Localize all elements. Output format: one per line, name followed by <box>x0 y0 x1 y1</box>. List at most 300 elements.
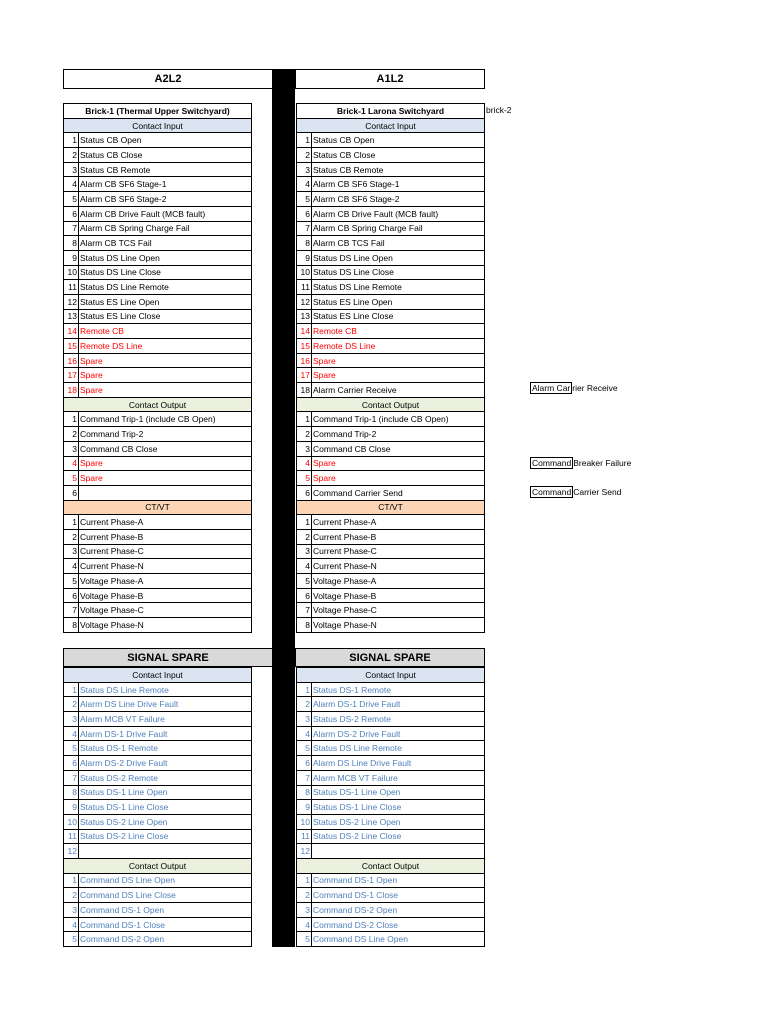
signal-number: 7 <box>297 603 312 618</box>
signal-row <box>297 441 485 456</box>
signal-number: 7 <box>297 221 312 236</box>
signal-row <box>64 177 252 192</box>
signal-row <box>64 726 252 741</box>
section-header-row <box>297 500 485 515</box>
signal-label: Status DS-2 Line Open <box>79 814 252 829</box>
side-note-carrier-receive <box>530 383 618 393</box>
signal-label: Command Trip-1 (include CB Open) <box>312 412 485 427</box>
signal-label: Alarm CB SF6 Stage-2 <box>79 192 252 207</box>
signal-label: Status ES Line Close <box>79 309 252 324</box>
signal-number: 8 <box>64 618 79 633</box>
signal-row <box>64 250 252 265</box>
signal-label: Voltage Phase-B <box>312 588 485 603</box>
signal-label: Status CB Open <box>79 133 252 148</box>
signal-row <box>64 412 252 427</box>
signal-label: Remote DS Line <box>312 339 485 354</box>
side-note-cell: Alarm Car <box>532 383 571 393</box>
signal-row <box>297 917 485 932</box>
signal-label: Status DS-1 Line Open <box>312 785 485 800</box>
section-header: Contact Input <box>64 668 252 683</box>
signal-row <box>64 515 252 530</box>
signal-row <box>64 309 252 324</box>
signal-number: 2 <box>297 427 312 442</box>
signal-row <box>297 741 485 756</box>
signal-label: Status DS-2 Remote <box>312 712 485 727</box>
signal-row <box>297 456 485 471</box>
signal-label: Remote CB <box>79 324 252 339</box>
signal-label: Voltage Phase-N <box>312 618 485 633</box>
signal-row <box>64 800 252 815</box>
brick-title: Brick-1 Larona Switchyard <box>297 104 485 119</box>
signal-number: 15 <box>297 339 312 354</box>
signal-number: 15 <box>64 339 79 354</box>
signal-row <box>64 368 252 383</box>
signal-row <box>64 265 252 280</box>
signal-label: Command DS Line Open <box>312 932 485 947</box>
signal-row <box>64 932 252 947</box>
signal-row <box>64 618 252 633</box>
signal-label: Spare <box>79 353 252 368</box>
signal-row <box>297 903 485 918</box>
section-header: Contact Output <box>297 858 485 873</box>
signal-number: 2 <box>64 148 79 163</box>
brick-2-label: brick-2 <box>486 105 512 115</box>
signal-label: Status DS-1 Remote <box>312 682 485 697</box>
section-header: Contact Output <box>64 397 252 412</box>
signal-number: 4 <box>64 177 79 192</box>
signal-row <box>297 529 485 544</box>
signal-row <box>64 339 252 354</box>
signal-number: 3 <box>297 162 312 177</box>
signal-number: 8 <box>297 785 312 800</box>
signal-row <box>64 383 252 398</box>
signal-number: 3 <box>64 441 79 456</box>
signal-row <box>297 873 485 888</box>
column-divider <box>272 69 295 947</box>
signal-row <box>297 726 485 741</box>
signal-number: 2 <box>297 888 312 903</box>
signal-number: 6 <box>297 756 312 771</box>
signal-row <box>64 294 252 309</box>
signal-label: Voltage Phase-C <box>79 603 252 618</box>
signal-number: 2 <box>64 888 79 903</box>
signal-row <box>297 309 485 324</box>
signal-label: Status DS-1 Line Open <box>79 785 252 800</box>
signal-row <box>297 515 485 530</box>
signal-label: Command DS Line Close <box>79 888 252 903</box>
signal-row <box>297 192 485 207</box>
signal-label: Command Trip-1 (include CB Open) <box>79 412 252 427</box>
signal-number: 14 <box>64 324 79 339</box>
signal-row <box>297 603 485 618</box>
signal-row <box>297 544 485 559</box>
signal-label: Spare <box>312 353 485 368</box>
signal-number: 5 <box>64 471 79 486</box>
section-header-row <box>297 668 485 683</box>
signal-label: Command Carrier Send <box>312 485 485 500</box>
section-header: Contact Input <box>297 668 485 683</box>
signal-number: 5 <box>297 932 312 947</box>
signal-number: 6 <box>297 588 312 603</box>
signal-label: Status CB Remote <box>79 162 252 177</box>
signal-row <box>64 353 252 368</box>
signal-label: Command CB Close <box>79 441 252 456</box>
signal-number: 7 <box>64 603 79 618</box>
side-note-cell: Command <box>532 487 572 497</box>
signal-label: Spare <box>312 456 485 471</box>
signal-number: 2 <box>297 148 312 163</box>
signal-number: 4 <box>297 456 312 471</box>
signal-row <box>64 712 252 727</box>
signal-row <box>297 485 485 500</box>
signal-label: Status DS Line Close <box>312 265 485 280</box>
signal-label: Command Trip-2 <box>312 427 485 442</box>
signal-row <box>297 770 485 785</box>
signal-number: 3 <box>297 441 312 456</box>
side-note-breaker-failure <box>530 458 631 468</box>
signal-number: 17 <box>64 368 79 383</box>
signal-row <box>297 888 485 903</box>
signal-label: Spare <box>79 383 252 398</box>
signal-label: Voltage Phase-A <box>312 574 485 589</box>
signal-number: 3 <box>297 712 312 727</box>
signal-row <box>297 697 485 712</box>
signal-number: 1 <box>297 682 312 697</box>
signal-label: Status DS Line Remote <box>79 280 252 295</box>
signal-row <box>64 485 252 500</box>
signal-number: 7 <box>64 221 79 236</box>
signal-number: 1 <box>297 515 312 530</box>
signal-number: 9 <box>64 800 79 815</box>
signal-row <box>297 383 485 398</box>
signal-label: Alarm DS Line Drive Fault <box>79 697 252 712</box>
signal-number: 8 <box>64 236 79 251</box>
signal-row <box>297 471 485 486</box>
signal-label: Command DS-2 Open <box>79 932 252 947</box>
signal-number: 16 <box>64 353 79 368</box>
signal-row <box>64 588 252 603</box>
signal-row <box>64 844 252 859</box>
signal-number: 8 <box>297 236 312 251</box>
signal-label: Alarm CB Drive Fault (MCB fault) <box>79 206 252 221</box>
signal-number: 3 <box>64 903 79 918</box>
signal-row <box>64 529 252 544</box>
signal-row <box>297 177 485 192</box>
signal-row <box>64 162 252 177</box>
signal-row <box>64 133 252 148</box>
signal-label: Alarm CB Spring Charge Fail <box>79 221 252 236</box>
signal-label: Command Trip-2 <box>79 427 252 442</box>
signal-label <box>79 485 252 500</box>
signal-label: Status DS-1 Remote <box>79 741 252 756</box>
signal-label: Status DS Line Open <box>79 250 252 265</box>
signal-number: 13 <box>297 309 312 324</box>
right-panel-title: A1L2 <box>295 69 485 89</box>
signal-row <box>297 756 485 771</box>
section-header: CT/VT <box>64 500 252 515</box>
left-panel-title: A2L2 <box>63 69 273 89</box>
signal-row <box>297 814 485 829</box>
signal-row <box>297 339 485 354</box>
signal-label: Current Phase-A <box>79 515 252 530</box>
signal-label: Alarm DS-2 Drive Fault <box>312 726 485 741</box>
signal-row <box>297 844 485 859</box>
signal-number: 5 <box>64 741 79 756</box>
signal-number: 12 <box>64 844 79 859</box>
signal-row <box>64 785 252 800</box>
signal-number: 6 <box>297 206 312 221</box>
signal-row <box>297 294 485 309</box>
signal-row <box>297 250 485 265</box>
signal-label: Voltage Phase-A <box>79 574 252 589</box>
signal-label: Status CB Close <box>79 148 252 163</box>
signal-row <box>64 603 252 618</box>
signal-number: 1 <box>297 873 312 888</box>
signal-number: 5 <box>297 741 312 756</box>
signal-number: 1 <box>64 412 79 427</box>
signal-number: 8 <box>297 618 312 633</box>
signal-label: Alarm CB SF6 Stage-1 <box>312 177 485 192</box>
signal-label: Status DS-2 Line Close <box>79 829 252 844</box>
signal-row <box>64 221 252 236</box>
signal-number: 9 <box>64 250 79 265</box>
signal-row <box>297 829 485 844</box>
signal-row <box>64 756 252 771</box>
signal-number: 6 <box>297 485 312 500</box>
signal-label: Alarm CB Drive Fault (MCB fault) <box>312 206 485 221</box>
signal-row <box>64 206 252 221</box>
signal-number: 10 <box>64 265 79 280</box>
signal-row <box>297 574 485 589</box>
signal-row <box>297 280 485 295</box>
signal-row <box>64 814 252 829</box>
signal-label: Status DS-2 Line Open <box>312 814 485 829</box>
signal-row <box>297 682 485 697</box>
signal-number: 10 <box>297 265 312 280</box>
signal-label: Command DS-2 Close <box>312 917 485 932</box>
signal-row <box>297 236 485 251</box>
signal-row <box>297 265 485 280</box>
signal-label: Current Phase-B <box>79 529 252 544</box>
signal-row <box>297 324 485 339</box>
signal-label: Current Phase-N <box>79 559 252 574</box>
signal-row <box>64 888 252 903</box>
section-header-row <box>64 858 252 873</box>
signal-row <box>64 280 252 295</box>
left-signal-table <box>63 103 252 633</box>
section-header: Contact Input <box>297 118 485 133</box>
signal-number: 3 <box>64 544 79 559</box>
signal-label: Status ES Line Open <box>79 294 252 309</box>
right-spare-table <box>296 667 485 947</box>
signal-label: Status DS Line Open <box>312 250 485 265</box>
signal-number: 4 <box>64 726 79 741</box>
signal-number: 2 <box>64 697 79 712</box>
signal-label: Alarm MCB VT Failure <box>79 712 252 727</box>
signal-number: 4 <box>64 559 79 574</box>
signal-number: 5 <box>64 192 79 207</box>
signal-number: 1 <box>297 412 312 427</box>
section-header: Contact Output <box>64 858 252 873</box>
section-header-row <box>297 858 485 873</box>
signal-row <box>297 800 485 815</box>
signal-label: Current Phase-C <box>312 544 485 559</box>
signal-label: Command DS-1 Close <box>312 888 485 903</box>
signal-label: Alarm DS-1 Drive Fault <box>79 726 252 741</box>
signal-row <box>64 441 252 456</box>
signal-label: Command DS Line Open <box>79 873 252 888</box>
signal-label: Spare <box>79 456 252 471</box>
signal-row <box>297 785 485 800</box>
right-signal-spare-title: SIGNAL SPARE <box>295 648 485 667</box>
signal-row <box>297 412 485 427</box>
signal-label: Alarm CB SF6 Stage-2 <box>312 192 485 207</box>
signal-row <box>64 770 252 785</box>
signal-label: Spare <box>79 368 252 383</box>
signal-row <box>64 427 252 442</box>
signal-label: Status DS-1 Line Close <box>79 800 252 815</box>
signal-row <box>64 697 252 712</box>
signal-row <box>64 829 252 844</box>
signal-number: 1 <box>64 133 79 148</box>
signal-label: Alarm DS Line Drive Fault <box>312 756 485 771</box>
signal-number: 5 <box>297 574 312 589</box>
signal-number: 6 <box>64 206 79 221</box>
signal-row <box>297 588 485 603</box>
signal-row <box>64 873 252 888</box>
side-note-text: Carrier Send <box>573 487 622 497</box>
signal-label: Status DS-2 Line Close <box>312 829 485 844</box>
brick-title-row <box>297 104 485 119</box>
signal-number: 5 <box>297 471 312 486</box>
signal-row <box>297 206 485 221</box>
signal-label: Alarm CB TCS Fail <box>312 236 485 251</box>
signal-row <box>297 368 485 383</box>
signal-row <box>297 221 485 236</box>
brick-title-row <box>64 104 252 119</box>
signal-number: 4 <box>297 559 312 574</box>
signal-label: Alarm DS-2 Drive Fault <box>79 756 252 771</box>
signal-row <box>64 903 252 918</box>
signal-label: Voltage Phase-C <box>312 603 485 618</box>
signal-row <box>64 917 252 932</box>
signal-number: 6 <box>64 588 79 603</box>
signal-label: Current Phase-C <box>79 544 252 559</box>
signal-label <box>312 844 485 859</box>
signal-number: 18 <box>64 383 79 398</box>
signal-label: Current Phase-A <box>312 515 485 530</box>
signal-number: 6 <box>64 485 79 500</box>
signal-label: Status DS Line Remote <box>312 280 485 295</box>
section-header-row <box>64 397 252 412</box>
signal-label: Status DS-1 Line Close <box>312 800 485 815</box>
signal-label: Command DS-1 Close <box>79 917 252 932</box>
signal-number: 3 <box>297 544 312 559</box>
left-signal-spare-title: SIGNAL SPARE <box>63 648 273 667</box>
signal-number: 5 <box>64 932 79 947</box>
signal-number: 4 <box>64 917 79 932</box>
signal-number: 7 <box>297 770 312 785</box>
section-header: Contact Output <box>297 397 485 412</box>
signal-number: 9 <box>297 250 312 265</box>
signal-label: Status DS Line Close <box>79 265 252 280</box>
signal-label: Alarm CB TCS Fail <box>79 236 252 251</box>
signal-row <box>64 236 252 251</box>
signal-label: Spare <box>79 471 252 486</box>
section-header-row <box>64 668 252 683</box>
signal-number: 11 <box>64 829 79 844</box>
signal-label: Alarm CB SF6 Stage-1 <box>79 177 252 192</box>
signal-row <box>64 559 252 574</box>
side-note-text: Breaker Failure <box>573 458 632 468</box>
signal-label: Command CB Close <box>312 441 485 456</box>
section-header: CT/VT <box>297 500 485 515</box>
left-spare-table <box>63 667 252 947</box>
signal-number: 2 <box>297 697 312 712</box>
signal-number: 7 <box>64 770 79 785</box>
signal-row <box>297 559 485 574</box>
signal-number: 9 <box>297 800 312 815</box>
signal-label: Status CB Remote <box>312 162 485 177</box>
signal-label: Alarm MCB VT Failure <box>312 770 485 785</box>
brick-title: Brick-1 (Thermal Upper Switchyard) <box>64 104 252 119</box>
signal-row <box>297 932 485 947</box>
signal-label: Alarm CB Spring Charge Fail <box>312 221 485 236</box>
signal-number: 11 <box>297 829 312 844</box>
signal-row <box>64 544 252 559</box>
section-header-row <box>297 118 485 133</box>
section-header-row <box>64 118 252 133</box>
signal-number: 4 <box>297 177 312 192</box>
signal-number: 1 <box>64 873 79 888</box>
signal-number: 5 <box>64 574 79 589</box>
signal-number: 1 <box>64 515 79 530</box>
signal-number: 18 <box>297 383 312 398</box>
signal-number: 1 <box>64 682 79 697</box>
signal-label: Command DS-1 Open <box>79 903 252 918</box>
signal-label: Command DS-1 Open <box>312 873 485 888</box>
signal-row <box>64 471 252 486</box>
signal-label: Voltage Phase-N <box>79 618 252 633</box>
signal-number: 13 <box>64 309 79 324</box>
signal-row <box>297 133 485 148</box>
signal-row <box>64 192 252 207</box>
signal-label: Status DS-2 Remote <box>79 770 252 785</box>
signal-number: 11 <box>64 280 79 295</box>
signal-number: 1 <box>297 133 312 148</box>
signal-label: Remote DS Line <box>79 339 252 354</box>
signal-number: 2 <box>64 427 79 442</box>
signal-label: Alarm Carrier Receive <box>312 383 485 398</box>
side-note-carrier-send <box>530 487 621 497</box>
signal-row <box>64 324 252 339</box>
signal-number: 12 <box>297 294 312 309</box>
signal-label: Status CB Open <box>312 133 485 148</box>
section-header: Contact Input <box>64 118 252 133</box>
signal-label: Status ES Line Close <box>312 309 485 324</box>
signal-number: 10 <box>64 814 79 829</box>
signal-number: 11 <box>297 280 312 295</box>
signal-row <box>297 427 485 442</box>
signal-label: Spare <box>312 471 485 486</box>
signal-number: 14 <box>297 324 312 339</box>
section-header-row <box>64 500 252 515</box>
section-header-row <box>297 397 485 412</box>
signal-number: 2 <box>297 529 312 544</box>
signal-label: Status DS Line Remote <box>312 741 485 756</box>
signal-row <box>297 162 485 177</box>
signal-number: 4 <box>297 917 312 932</box>
